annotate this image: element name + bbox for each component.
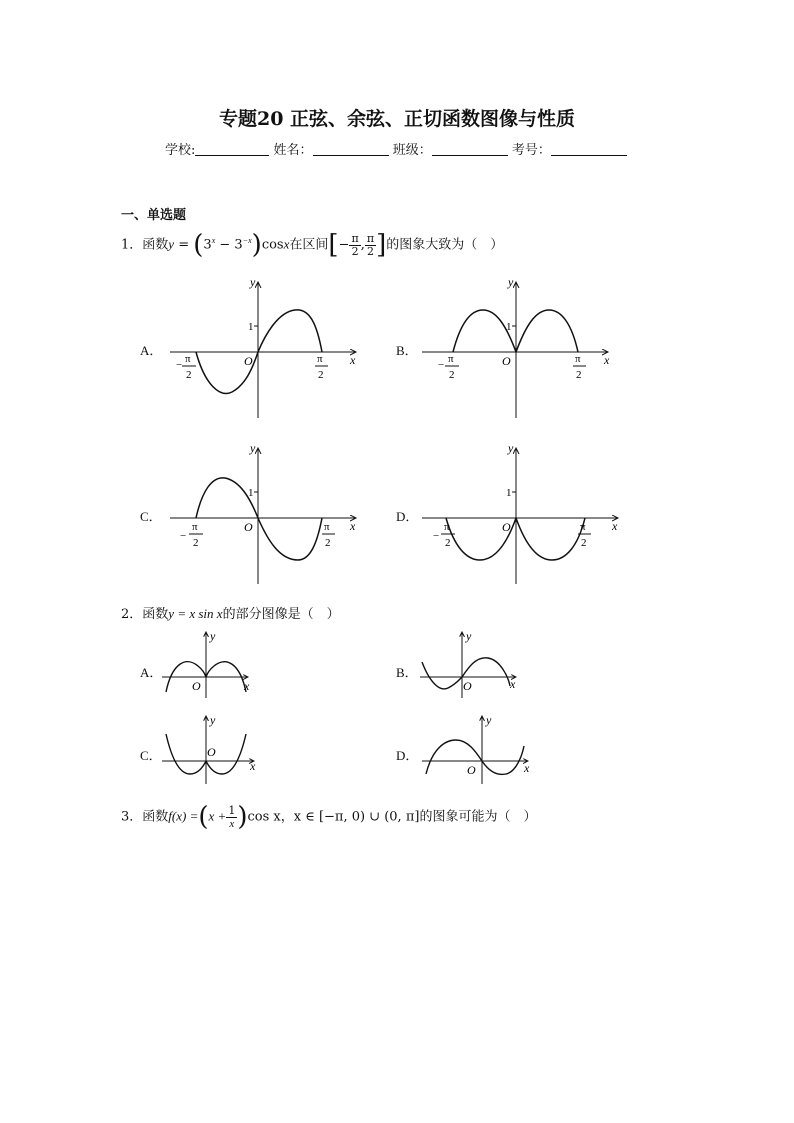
exam-no-blank[interactable] xyxy=(551,142,627,156)
neg-sign: − xyxy=(176,359,183,371)
q1-graph-c[interactable] xyxy=(160,436,380,591)
svg-text:−: − xyxy=(438,359,445,371)
svg-text:y: y xyxy=(508,275,514,289)
question-number: 1． xyxy=(121,237,143,253)
formula-x: x xyxy=(283,236,290,252)
question-tail: 的部分图像是（ ） xyxy=(222,607,340,622)
page-title: 专题20 正弦、余弦、正切函数图像与性质 xyxy=(218,108,576,130)
svg-text:y: y xyxy=(210,629,216,643)
svg-text:−: − xyxy=(433,530,440,542)
q2-option-a[interactable]: A． xyxy=(140,665,163,680)
formula-minus: − xyxy=(215,237,235,253)
name-blank[interactable] xyxy=(313,142,389,156)
q1-option-a[interactable]: A． xyxy=(140,343,163,358)
formula: y = x sin x xyxy=(168,606,223,621)
tick-1: 1 xyxy=(248,321,254,333)
svg-text:π: π xyxy=(192,521,198,533)
tick-pi: π xyxy=(317,353,323,365)
exam-no-label: 考号： xyxy=(511,143,551,158)
q1-option-d[interactable]: D． xyxy=(396,509,419,524)
formula-f: f(x) = xyxy=(168,808,199,824)
svg-text:x: x xyxy=(510,677,516,691)
svg-text:π: π xyxy=(448,353,454,365)
svg-text:1: 1 xyxy=(506,321,512,333)
svg-text:y: y xyxy=(508,441,514,455)
formula-base: 3 xyxy=(203,237,212,253)
neg-sign: − xyxy=(338,237,350,253)
formula-var: y xyxy=(168,236,175,252)
y-label: y xyxy=(250,275,256,289)
paren-close: ) xyxy=(251,230,262,260)
question-text: 函数 xyxy=(142,237,169,253)
svg-text:2: 2 xyxy=(576,369,582,381)
svg-text:O: O xyxy=(463,679,472,693)
svg-text:O: O xyxy=(207,745,216,759)
formula-cos: cos x xyxy=(247,809,281,825)
q2-graph-a[interactable] xyxy=(158,628,258,700)
bracket-close: ] xyxy=(376,230,387,260)
q2-graph-d[interactable] xyxy=(418,712,538,784)
q1-option-c[interactable]: C． xyxy=(140,509,162,524)
paren-open: ( xyxy=(198,802,209,832)
tick-2: 2 xyxy=(318,369,324,381)
svg-text:π: π xyxy=(575,353,581,365)
paren-close: ) xyxy=(237,802,248,832)
svg-text:1: 1 xyxy=(248,487,254,499)
q1-graph-d[interactable] xyxy=(418,436,628,591)
frac-pi-2b: $\frac{\pi}{2}$ xyxy=(366,231,375,258)
q2-option-c[interactable]: C． xyxy=(140,748,162,763)
question-number: 2． xyxy=(121,607,143,622)
q2-graph-c[interactable] xyxy=(158,712,268,784)
question-2 xyxy=(121,603,340,622)
class-blank[interactable] xyxy=(432,142,508,156)
origin-label: O xyxy=(244,354,253,368)
paren-open: ( xyxy=(193,230,204,260)
formula-cos: cos xyxy=(261,237,284,253)
svg-text:−: − xyxy=(180,530,187,542)
q2-option-b[interactable]: B． xyxy=(396,665,418,680)
q1-graph-a[interactable] xyxy=(160,270,380,425)
svg-text:x: x xyxy=(244,679,250,693)
svg-text:π: π xyxy=(580,521,586,533)
svg-text:π: π xyxy=(444,521,450,533)
svg-text:2: 2 xyxy=(445,537,451,549)
student-info-line xyxy=(165,139,627,158)
svg-text:x: x xyxy=(524,761,530,775)
svg-text:y: y xyxy=(250,441,256,455)
question-1 xyxy=(121,232,503,258)
bracket-open: [ xyxy=(328,230,339,260)
svg-text:O: O xyxy=(244,520,253,534)
formula-domain: ，x ∈ [−π, 0) ∪ (0, π] xyxy=(280,809,420,825)
q1-option-b[interactable]: B． xyxy=(396,343,418,358)
svg-text:y: y xyxy=(486,713,492,727)
class-label: 班级： xyxy=(392,143,432,158)
comma: , xyxy=(360,237,365,253)
frac-pi-2: $\frac{\pi}{2}$ xyxy=(351,231,359,258)
tick-neg-2: 2 xyxy=(186,369,192,381)
question-text: 函数 xyxy=(142,809,169,825)
svg-text:x: x xyxy=(350,519,356,533)
svg-text:x: x xyxy=(612,519,618,533)
formula-base2: 3 xyxy=(234,237,243,253)
frac-1-x: $\frac{1}{x}$ xyxy=(228,803,236,830)
x-label: x xyxy=(350,353,356,367)
svg-text:2: 2 xyxy=(325,537,331,549)
formula-exp: x xyxy=(211,236,216,246)
svg-text:O: O xyxy=(467,763,476,777)
svg-text:y: y xyxy=(466,629,472,643)
svg-text:O: O xyxy=(502,354,511,368)
school-label: 学校: xyxy=(165,143,196,158)
question-tail: 的图象大致为（ ） xyxy=(386,237,504,253)
q1-graph-b[interactable] xyxy=(418,270,628,425)
svg-text:y: y xyxy=(210,713,216,727)
formula-x: x + xyxy=(208,808,227,824)
svg-text:2: 2 xyxy=(581,537,587,549)
svg-text:1: 1 xyxy=(506,487,512,499)
svg-text:x: x xyxy=(250,759,256,773)
svg-text:2: 2 xyxy=(193,537,199,549)
question-3 xyxy=(121,804,536,830)
section-title: 一、单选题 xyxy=(121,208,187,223)
svg-text:π: π xyxy=(324,521,330,533)
tick-neg-pi: π xyxy=(185,353,191,365)
question-text: 函数 xyxy=(142,607,169,622)
formula-eq: = xyxy=(174,237,194,253)
svg-text:O: O xyxy=(192,679,201,693)
q2-option-d[interactable]: D． xyxy=(396,748,419,763)
svg-text:2: 2 xyxy=(449,369,455,381)
name-label: 姓名： xyxy=(273,143,313,158)
question-tail: 的图象可能为（ ） xyxy=(419,809,537,825)
q2-graph-b[interactable] xyxy=(416,628,526,700)
svg-text:x: x xyxy=(604,353,610,367)
formula-exp2: −x xyxy=(242,236,252,246)
question-number: 3． xyxy=(121,809,143,825)
interval-text: 在区间 xyxy=(289,237,329,253)
school-blank[interactable] xyxy=(195,142,269,156)
svg-text:O: O xyxy=(502,520,511,534)
